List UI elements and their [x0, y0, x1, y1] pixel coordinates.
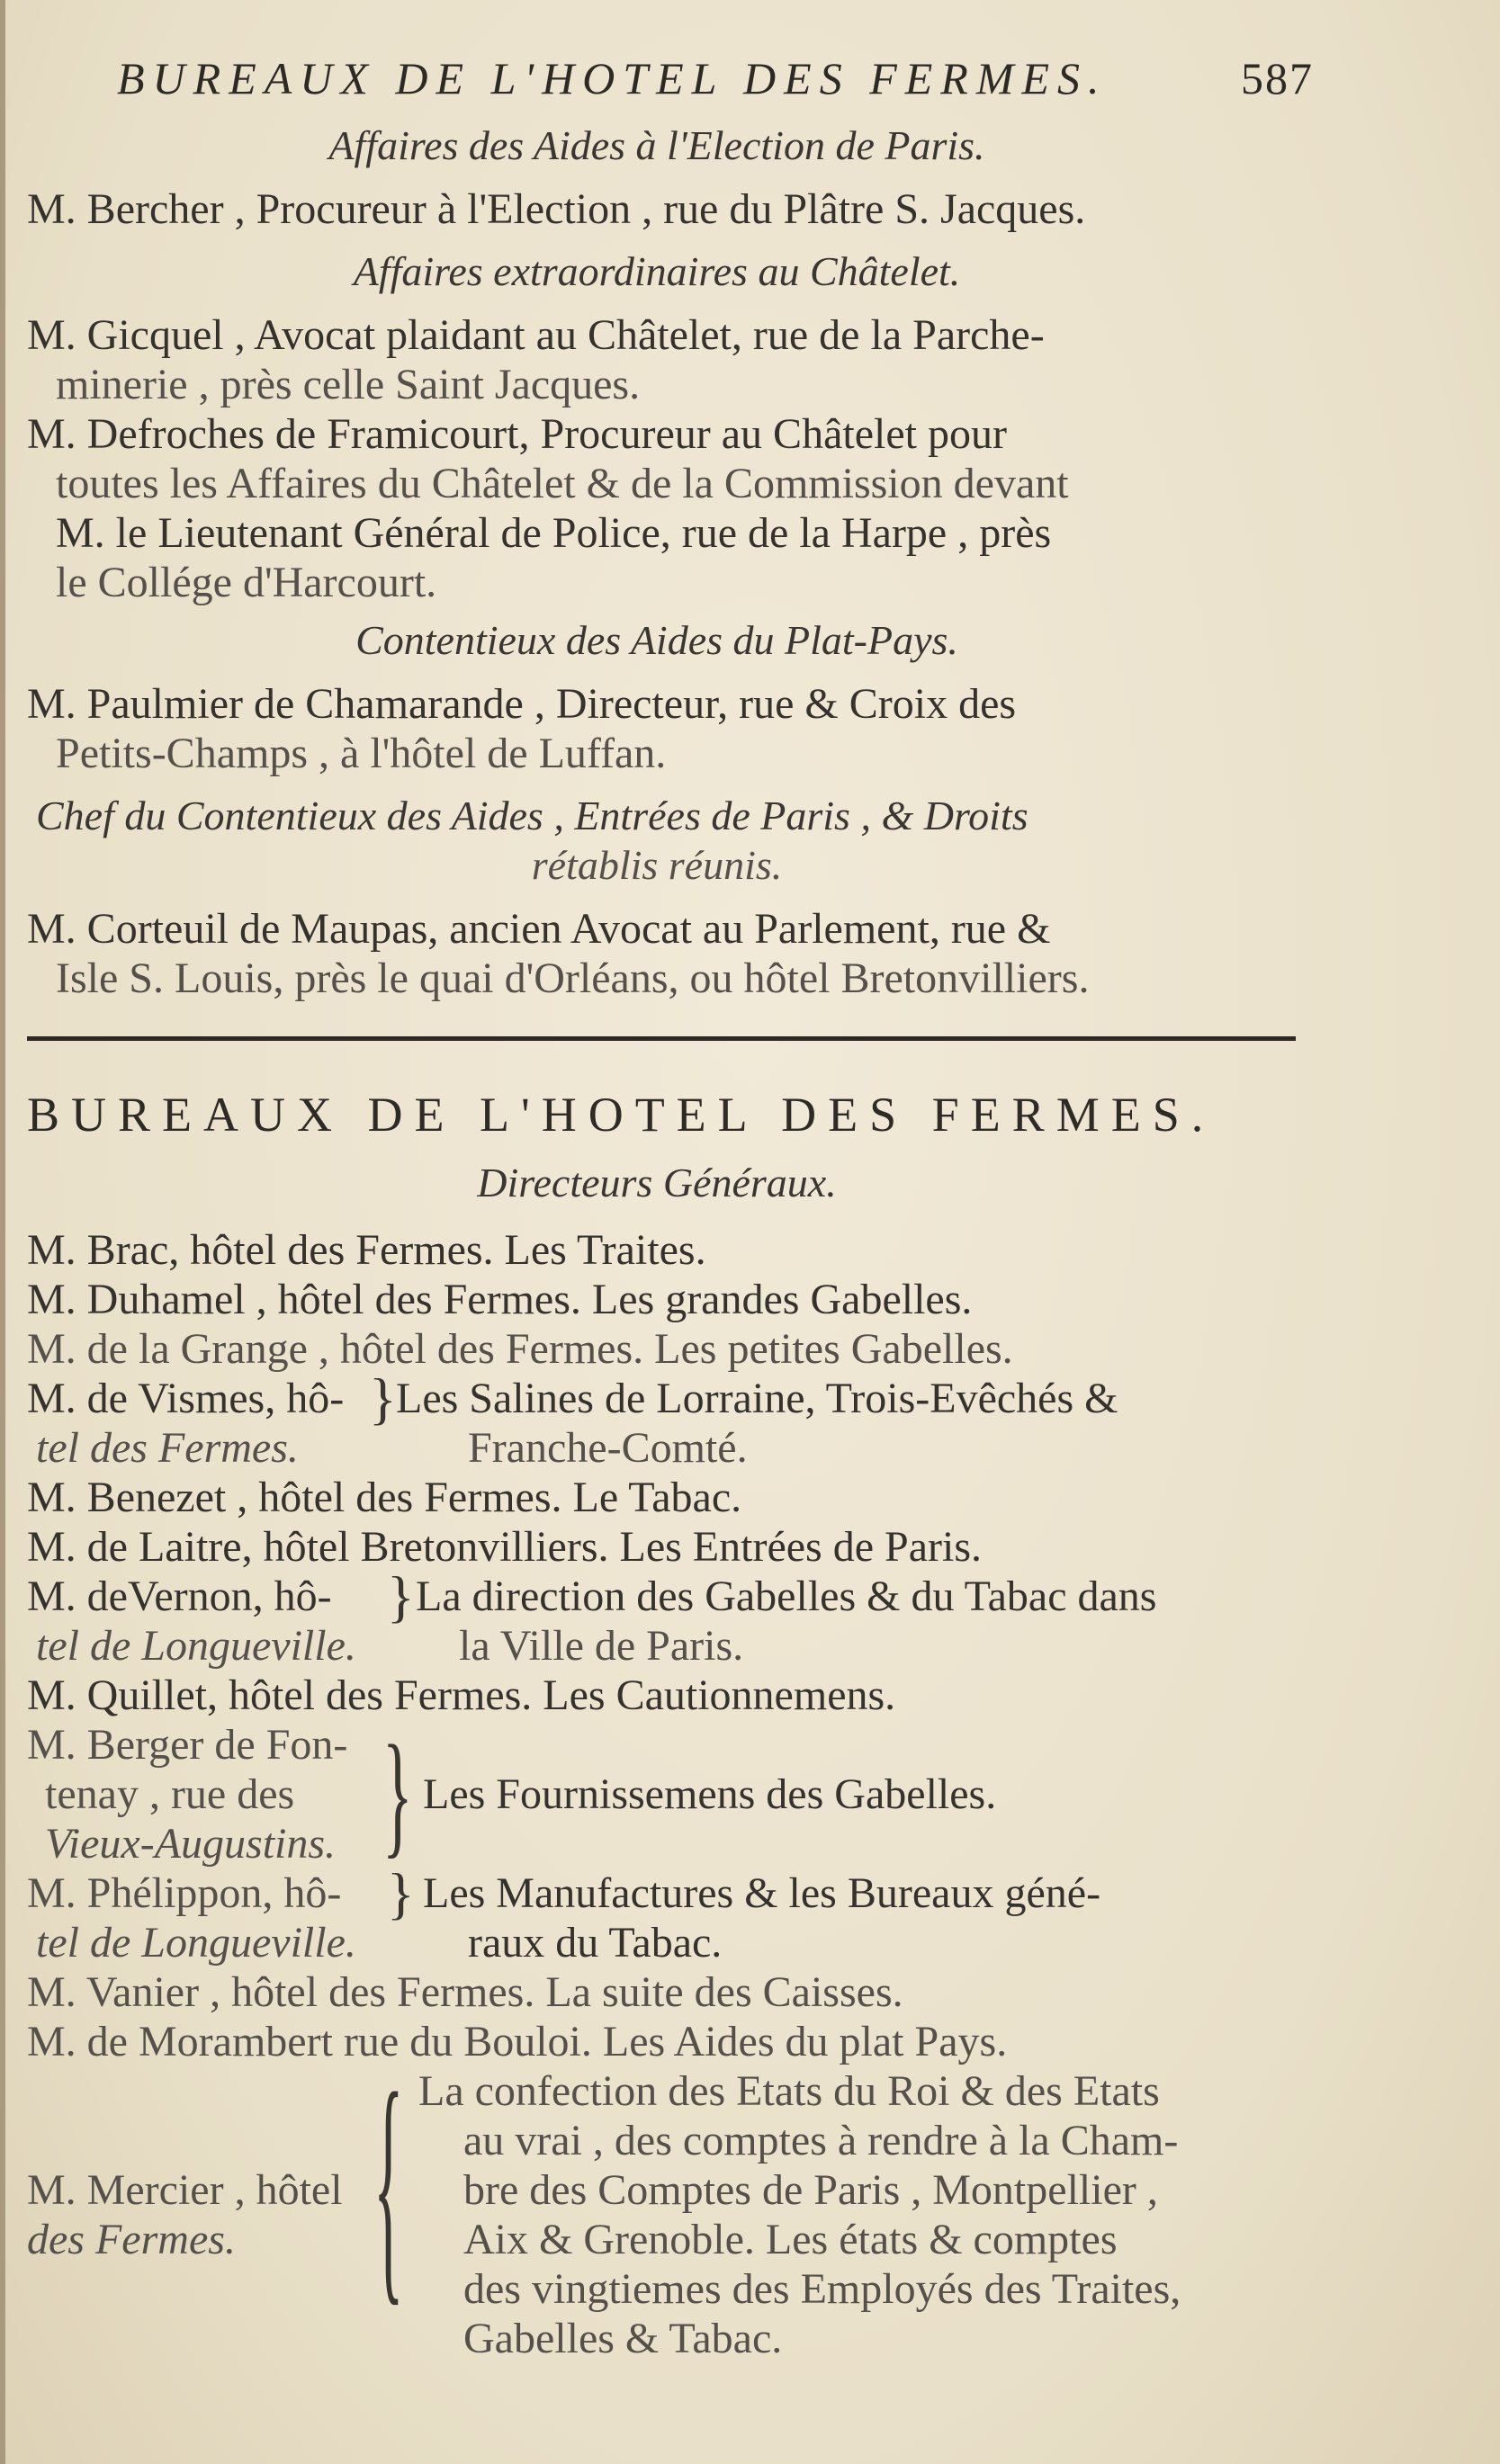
brace-vismes: }	[369, 1366, 397, 1430]
entry-vernon-desc-1: La direction des Gabelles & du Tabac dans	[416, 1572, 1157, 1620]
heading-affaires-extraordinaires: Affaires extraordinaires au Châtelet.	[353, 248, 961, 294]
entry-vernon-desc-2: la Ville de Paris.	[459, 1622, 744, 1670]
entry-vanier: M. Vanier , hôtel des Fermes. La suite des Caisses.	[27, 1968, 903, 2016]
brace-vernon: }	[387, 1564, 415, 1628]
entry-vernon-name-2: tel de Longueville.	[36, 1622, 356, 1670]
entry-vismes-name-1: M. de Vismes, hô-	[27, 1375, 345, 1422]
running-head	[117, 52, 1314, 104]
entry-corteuil-2: Isle S. Louis, près le quai d'Orléans, ou hôtel Bretonvilliers.	[56, 954, 1090, 1002]
entry-berger-desc: Les Fournissemens des Gabelles.	[423, 1770, 997, 1818]
entry-morambert: M. de Morambert rue du Bouloi. Les Aides du plat Pays.	[27, 2018, 1008, 2065]
entry-paulmier-2: Petits-Champs , à l'hôtel de Luffan.	[56, 730, 667, 777]
entry-duhamel: M. Duhamel , hôtel des Fermes. Les grandes Gabelles.	[27, 1276, 973, 1323]
entry-phelippon-desc-2: raux du Tabac.	[468, 1919, 723, 1967]
entry-laitre: M. de Laitre, hôtel Bretonvilliers. Les Entrées de Paris.	[27, 1523, 983, 1571]
entry-mercier-desc-2: au vrai , des comptes à rendre à la Cham-	[463, 2117, 1179, 2164]
entry-quillet: M. Quillet, hôtel des Fermes. Les Cautionnemens.	[27, 1671, 896, 1719]
entry-berger-name-2: tenay , rue des	[45, 1770, 295, 1818]
entry-phelippon-name-1: M. Phélippon, hô-	[27, 1869, 342, 1917]
heading-directeurs-generaux: Directeurs Généraux.	[477, 1160, 837, 1205]
entry-mercier-desc-5: des vingtiemes des Employés des Traites,	[463, 2265, 1181, 2313]
brace-phelippon: }	[387, 1861, 415, 1925]
entry-bercher: M. Bercher , Procureur à l'Election , rue du Plâtre S. Jacques.	[27, 185, 1086, 233]
entry-defroches-3: M. le Lieutenant Général de Police, rue de la Harpe , près	[56, 509, 1052, 557]
entry-mercier-name-2: des Fermes.	[27, 2216, 236, 2263]
section-title: BUREAUX DE L'HOTEL DES FERMES.	[27, 1088, 1216, 1142]
entry-gicquel-2: minerie , près celle Saint Jacques.	[56, 361, 641, 408]
page-number: 587	[1241, 53, 1314, 103]
entry-la-grange: M. de la Grange , hôtel des Fermes. Les petites Gabelles.	[27, 1325, 1013, 1373]
entry-mercier-name-1: M. Mercier , hôtel	[27, 2166, 343, 2214]
entry-mercier-desc-4: Aix & Grenoble. Les états & comptes	[463, 2216, 1118, 2263]
entry-vernon-name-1: M. deVernon, hô-	[27, 1572, 332, 1620]
heading-aides-election: Affaires des Aides à l'Election de Paris.	[328, 122, 985, 168]
entry-gicquel-1: M. Gicquel , Avocat plaidant au Châtelet, rue de la Parche-	[27, 311, 1045, 359]
entry-defroches-2: toutes les Affaires du Châtelet & de la Commission devant	[56, 460, 1069, 507]
entry-berger-name-1: M. Berger de Fon-	[27, 1721, 348, 1769]
entry-mercier-desc-1: La confection des Etats du Roi & des Etats	[418, 2067, 1160, 2115]
heading-contentieux: Contentieux des Aides du Plat-Pays.	[355, 617, 958, 663]
entry-defroches-4: le Collége d'Harcourt.	[56, 559, 437, 606]
entry-phelippon-name-2: tel de Longueville.	[36, 1919, 356, 1967]
entry-berger-name-3: Vieux-Augustins.	[45, 1820, 337, 1868]
heading-chef-contentieux-2: rétablis réunis.	[531, 842, 783, 888]
entry-vismes-desc-1: Les Salines de Lorraine, Trois-Evêchés &	[396, 1375, 1118, 1422]
entry-vismes-name-2: tel des Fermes.	[36, 1424, 299, 1472]
entry-defroches-1: M. Defroches de Framicourt, Procureur au Châtelet pour	[27, 410, 1007, 458]
entry-corteuil-1: M. Corteuil de Maupas, ancien Avocat au Parlement, rue &	[27, 905, 1051, 953]
section-divider	[27, 1036, 1296, 1041]
entry-brac: M. Brac, hôtel des Fermes. Les Traites.	[27, 1226, 706, 1274]
running-head-title: BUREAUX DE L'HOTEL DES FERMES.	[117, 53, 1108, 103]
entry-mercier-desc-3: bre des Comptes de Paris , Montpellier ,	[463, 2166, 1158, 2214]
entry-benezet: M. Benezet , hôtel des Fermes. Le Tabac.	[27, 1474, 742, 1521]
entry-mercier-desc-6: Gabelles & Tabac.	[463, 2315, 783, 2362]
entry-vismes-desc-2: Franche-Comté.	[468, 1424, 748, 1472]
heading-chef-contentieux-1: Chef du Contentieux des Aides , Entrées de Paris , & Droits	[36, 793, 1028, 838]
entry-paulmier-1: M. Paulmier de Chamarande , Directeur, rue & Croix des	[27, 680, 1017, 728]
brace-mercier: {	[373, 2045, 404, 2330]
page-edge	[0, 0, 5, 2464]
brace-berger: }	[382, 1719, 413, 1872]
entry-phelippon-desc-1: Les Manufactures & les Bureaux géné-	[423, 1869, 1101, 1917]
